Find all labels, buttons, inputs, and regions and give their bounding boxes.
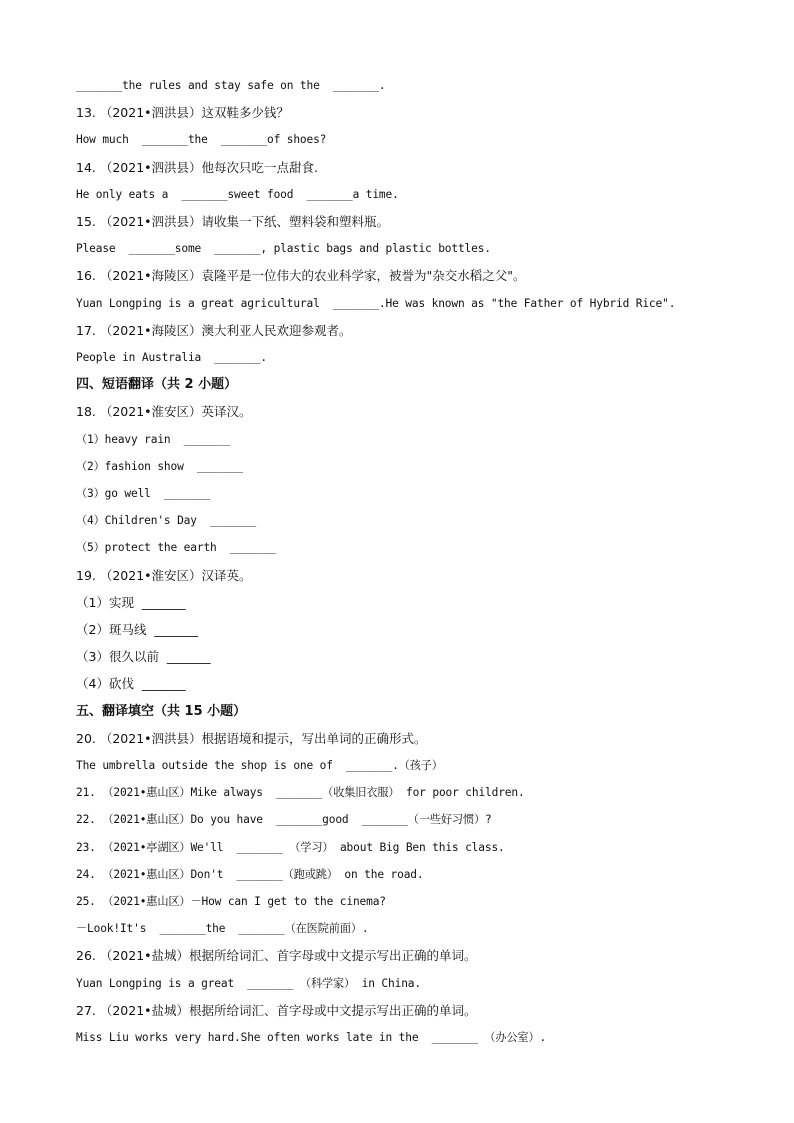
section-heading: 四、短语翻译（共 2 小题）: [76, 377, 238, 393]
question-line: 23. （2021•亭湖区）We'll _______ （学习） about Big Ben this class.: [76, 840, 505, 854]
question-prompt: 16. （2021•海陵区）袁隆平是一位伟大的农业科学家，被誉为"杂交水稻之父"。: [76, 268, 526, 284]
question-line: Yuan Longping is a great _______ （科学家） in China.: [76, 976, 421, 990]
question-prompt: （3）很久以前 _______: [76, 649, 211, 665]
question-line: （5）protect the earth _______: [76, 541, 276, 555]
section-heading: 五、翻译填空（共 15 小题）: [76, 703, 247, 719]
question-line: （2）fashion show _______: [76, 459, 243, 473]
question-line: How much _______the _______of shoes?: [76, 133, 327, 147]
question-line: －Look!It's _______the _______（在医院前面）.: [76, 922, 369, 936]
question-prompt: 13. （2021•泗洪县）这双鞋多少钱？: [76, 105, 290, 121]
question-prompt: 19. （2021•淮安区）汉译英。: [76, 567, 252, 583]
question-line: Please _______some _______, plastic bags and plastic bottles.: [76, 242, 491, 256]
question-prompt: 17. （2021•海陵区）澳大利亚人民欢迎参观者。: [76, 322, 352, 338]
question-line: The umbrella outside the shop is one of _______.（孩子）: [76, 759, 443, 772]
question-prompt: 26. （2021•盐城）根据所给词汇、首字母或中文提示写出正确的单词。: [76, 948, 477, 964]
question-prompt: 20. （2021•泗洪县）根据语境和提示，写出单词的正确形式。: [76, 730, 427, 746]
question-prompt: 14. （2021•泗洪县）他每次只吃一点甜食.: [76, 159, 319, 175]
question-line: 21. （2021•惠山区）Mike always _______（收集旧衣服） for poor children.: [76, 786, 525, 800]
question-prompt: （2）斑马线 _______: [76, 622, 199, 637]
question-line: People in Australia _______.: [76, 351, 267, 364]
question-line: （4）Children's Day _______: [76, 514, 257, 528]
question-prompt: 27. （2021•盐城）根据所给词汇、首字母或中文提示写出正确的单词。: [76, 1002, 477, 1018]
question-prompt: （4）砍伐 _______: [76, 676, 186, 692]
question-prompt: 18. （2021•淮安区）英译汉。: [76, 404, 252, 420]
question-line: （3）go well _______: [76, 487, 211, 500]
question-line: 22. （2021•惠山区）Do you have _______good _______（一些好习惯）?: [76, 813, 492, 827]
question-line: （1）heavy rain _______: [76, 432, 230, 446]
question-line: 25. （2021•惠山区）－How can I get to the cinema?: [76, 895, 386, 908]
question-line: 24. （2021•惠山区）Don't _______（跑或跳） on the road.: [76, 867, 424, 881]
question-prompt: 15. （2021•泗洪县）请收集一下纸、塑料袋和塑料瓶。: [76, 214, 390, 229]
question-line: He only eats a _______sweet food _______a time.: [76, 187, 399, 201]
question-line: Yuan Longping is a great agricultural _______.He was known as "the Father of Hybrid Rice".: [76, 296, 676, 310]
question-line: Miss Liu works very hard.She often works late in the _______ （办公室）.: [76, 1031, 547, 1044]
question-prompt: （1）实现 _______: [76, 594, 186, 610]
question-line: _______the rules and stay safe on the _______.: [76, 79, 386, 92]
